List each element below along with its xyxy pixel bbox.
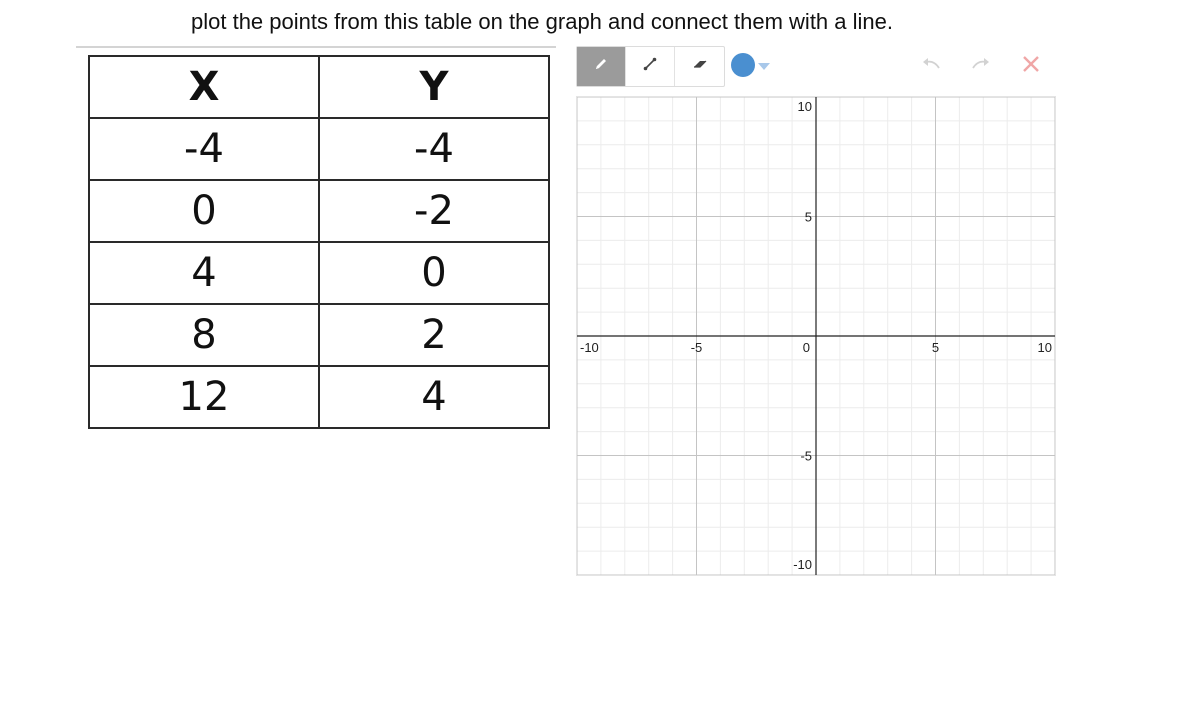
cell-y: -4 [319, 118, 549, 180]
y-tick-label: 5 [804, 209, 812, 225]
table-row [89, 242, 549, 304]
x-tick-label: 0 [802, 340, 810, 355]
cell-x: 8 [89, 304, 319, 366]
tool-group [576, 46, 725, 87]
x-tick-label: -5 [690, 340, 703, 355]
table-row [89, 118, 549, 180]
clear-button[interactable] [1019, 54, 1043, 78]
y-tick-label: 10 [797, 99, 812, 114]
question-prompt: plot the points from this table on the graph and connect them with a line. [191, 9, 893, 34]
cell-y: -2 [319, 180, 549, 242]
points-table-image [88, 55, 550, 439]
table-row [89, 366, 549, 428]
coordinate-graph[interactable] [576, 96, 1056, 576]
cell-y: 2 [319, 304, 549, 366]
pencil-tool-button[interactable] [577, 47, 626, 86]
points-table [88, 55, 550, 429]
cell-x: 12 [89, 366, 319, 428]
line-segment-icon [642, 56, 658, 77]
table-row [89, 304, 549, 366]
cell-x: -4 [89, 118, 319, 180]
undo-icon [920, 56, 942, 77]
y-tick-label: -5 [800, 448, 812, 464]
cell-x: 4 [89, 242, 319, 304]
eraser-tool-button[interactable] [675, 47, 724, 86]
line-tool-button[interactable] [626, 47, 675, 86]
color-picker[interactable] [731, 53, 770, 77]
graph-canvas[interactable] [577, 97, 1055, 575]
redo-icon [970, 56, 992, 77]
y-tick-label: -10 [793, 557, 812, 572]
x-tick-label: 5 [931, 340, 940, 355]
cell-y: 4 [319, 366, 549, 428]
clear-icon [1021, 54, 1041, 79]
chevron-down-icon [758, 63, 770, 70]
color-swatch [731, 53, 755, 77]
x-tick-label: 10 [1037, 340, 1052, 355]
header-x: X [89, 56, 319, 118]
pencil-icon [593, 56, 609, 77]
cell-y: 0 [319, 242, 549, 304]
eraser-icon [692, 56, 708, 77]
header-y: Y [319, 56, 549, 118]
table-header-row [89, 56, 549, 118]
x-tick-label: -10 [580, 340, 599, 355]
table-row [89, 180, 549, 242]
redo-button[interactable] [969, 54, 993, 78]
cell-x: 0 [89, 180, 319, 242]
divider [76, 46, 556, 48]
undo-button[interactable] [919, 54, 943, 78]
